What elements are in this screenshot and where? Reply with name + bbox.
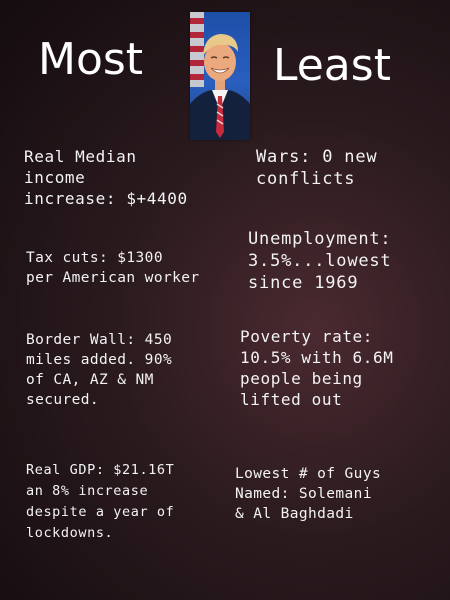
least-heading: Least [273,40,391,91]
unemployment-stat: Unemployment: 3.5%...lowest since 1969 [248,229,392,293]
border-wall-stat: Border Wall: 450 miles added. 90% of CA, AZ & NM secured. [26,332,173,408]
most-heading: Most [38,34,144,85]
median-income-stat: Real Median income increase: $+4400 [24,147,188,208]
portrait-photo [190,12,250,140]
wars-stat: Wars: 0 new conflicts [256,147,378,189]
guys-named-stat: Lowest # of Guys Named: Solemani & Al Baghdadi [235,466,382,522]
real-gdp-stat: Real GDP: $21.16T an 8% increase despite a year of lockdowns. [26,462,175,541]
poverty-rate-stat: Poverty rate: 10.5% with 6.6M people being lifted out [240,327,394,409]
tax-cuts-stat: Tax cuts: $1300 per American worker [26,250,200,286]
